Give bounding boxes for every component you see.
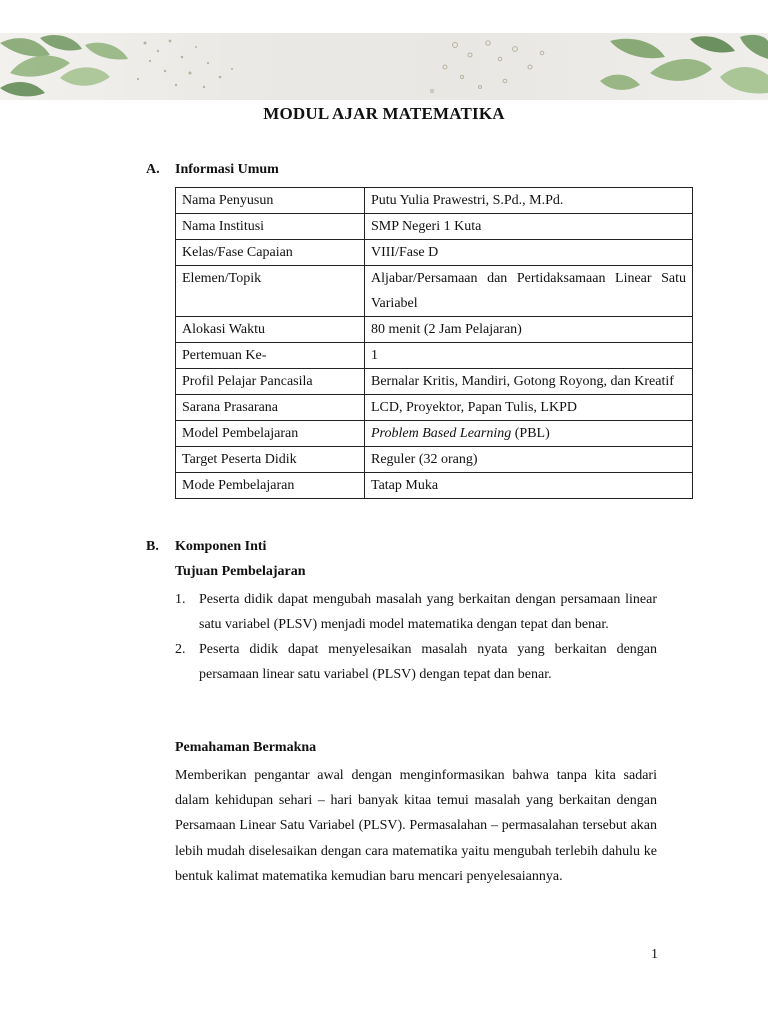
row-label: Target Peserta Didik — [176, 447, 365, 473]
table-row — [176, 240, 693, 266]
row-value: Putu Yulia Prawestri, S.Pd., M.Pd. — [365, 188, 693, 214]
row-value: VIII/Fase D — [365, 240, 693, 266]
table-row — [176, 473, 693, 499]
list-item — [175, 587, 657, 637]
row-value: 1 — [365, 343, 693, 369]
goal-text: Peserta didik dapat menyelesaikan masalah nyata yang berkaitan dengan persamaan linear satu variabel (PLSV) dengan tepat dan benar. — [199, 642, 657, 682]
row-label: Profil Pelajar Pancasila — [176, 369, 365, 395]
table-row — [176, 188, 693, 214]
row-label: Mode Pembelajaran — [176, 473, 365, 499]
row-value: Bernalar Kritis, Mandiri, Gotong Royong, dan Kreatif — [365, 369, 693, 395]
table-row — [176, 317, 693, 343]
row-label: Nama Penyusun — [176, 188, 365, 214]
table-row — [176, 343, 693, 369]
leaf-decoration-icon — [0, 33, 768, 100]
goal-number: 1. — [175, 592, 186, 607]
row-value: Tatap Muka — [365, 473, 693, 499]
page-number: 1 — [651, 947, 658, 962]
decorative-banner — [0, 33, 768, 100]
row-value: Aljabar/Persamaan dan Pertidaksamaan Linear Satu Variabel — [365, 266, 693, 317]
row-label: Model Pembelajaran — [176, 421, 365, 447]
row-label: Kelas/Fase Capaian — [176, 240, 365, 266]
row-value: LCD, Proyektor, Papan Tulis, LKPD — [365, 395, 693, 421]
row-label: Sarana Prasarana — [176, 395, 365, 421]
goal-number: 2. — [175, 642, 186, 657]
section-b-heading: Komponen Inti — [175, 539, 267, 554]
row-value: 80 menit (2 Jam Pelajaran) — [365, 317, 693, 343]
row-label: Alokasi Waktu — [176, 317, 365, 343]
section-a-letter: A. — [146, 162, 160, 177]
table-row — [176, 395, 693, 421]
row-label: Nama Institusi — [176, 214, 365, 240]
row-value — [365, 421, 693, 447]
table-row — [176, 447, 693, 473]
info-table — [175, 187, 693, 499]
table-row — [176, 421, 693, 447]
value-italic: Problem Based Learning — [371, 426, 512, 441]
table-row — [176, 266, 693, 317]
goals-list — [175, 587, 657, 687]
goals-heading: Tujuan Pembelajaran — [175, 564, 306, 579]
row-value: SMP Negeri 1 Kuta — [365, 214, 693, 240]
table-row — [176, 369, 693, 395]
value-rest: (PBL) — [511, 426, 550, 441]
meaning-paragraph: Memberikan pengantar awal dengan menginformasikan bahwa tanpa kita sadari dalam kehidupan sehari – hari banyak kitaa temui masalah yang berkaitan dengan Persamaan Linear Satu Variabel (PLSV). Permasalahan – permasalahan tersebut akan lebih mudah diselesaikan dengan cara matematika yaitu mengubah terlebih dahulu ke bentuk kalimat matematika kemudian baru mencari penyelesaiannya. — [175, 768, 657, 884]
list-item — [175, 637, 657, 687]
section-b-letter: B. — [146, 539, 159, 554]
table-row — [176, 214, 693, 240]
page-title: MODUL AJAR MATEMATIKA — [263, 104, 505, 123]
meaning-heading: Pemahaman Bermakna — [175, 740, 317, 755]
row-value: Reguler (32 orang) — [365, 447, 693, 473]
row-label: Elemen/Topik — [176, 266, 365, 317]
section-a-heading: Informasi Umum — [175, 162, 279, 177]
goal-text: Peserta didik dapat mengubah masalah yang berkaitan dengan persamaan linear satu variabel (PLSV) menjadi model matematika dengan tepat dan benar. — [199, 592, 657, 632]
row-label: Pertemuan Ke- — [176, 343, 365, 369]
